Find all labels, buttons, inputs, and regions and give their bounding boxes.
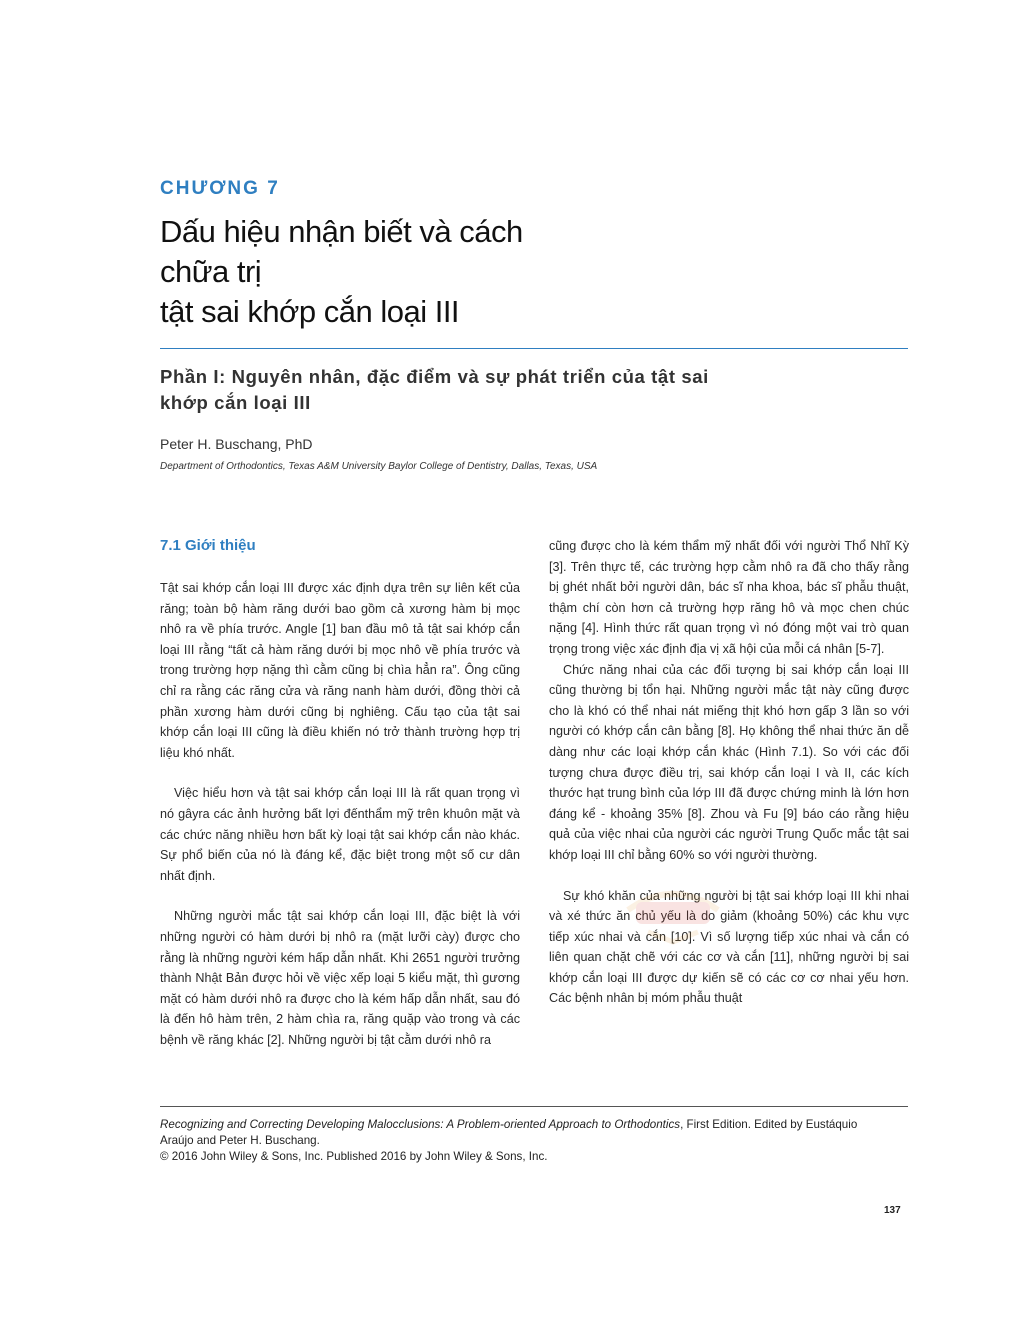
page-number: 137 xyxy=(884,1205,901,1216)
footer-divider xyxy=(160,1106,908,1107)
author-name: Peter H. Buschang, PhD xyxy=(160,436,313,452)
part-title-line: Phần I: Nguyên nhân, đặc điểm và sự phát triển của tật sai xyxy=(160,366,709,387)
publisher-watermark-icon xyxy=(608,858,738,948)
footer-book-title: Recognizing and Correcting Developing Malocclusions: A Problem-oriented Approach to Orthodontics xyxy=(160,1118,681,1131)
body-paragraph: Tật sai khớp cắn loại III được xác định dựa trên sự liên kết của răng; toàn bộ hàm răng dưới bao gồm cả xương hàm bị mọc nhô ra về phía trước. Angle [1] ban đầu mô tả tật sai khớp cắn loại III rằng “tất cả hàm răng dưới bị mọc nhô về phía trước và trong trường hợp nặng thì cằm cũng bị chìa hẳn ra”. Ông cũng chỉ ra rằng các răng cửa và răng nanh hàm dưới, đồng thời cả phần xương hàm dưới cũng bị nghiêng. Cấu tạo của tật sai khớp cắn loại III cũng là điều khiến nó trở thành trường hợp trị liệu khó nhất. xyxy=(160,581,520,760)
footer-citation xyxy=(160,1117,860,1165)
part-title xyxy=(160,364,860,416)
chapter-title-line: chữa trị xyxy=(160,254,262,289)
chapter-label: CHƯƠNG 7 xyxy=(160,178,280,199)
part-title-line: khớp cắn loại III xyxy=(160,392,311,413)
left-column xyxy=(160,536,520,1070)
footer-edition: , First Edition. Edited by Eustáquio Araújo and Peter H. Buschang. xyxy=(160,1118,858,1147)
footer-copyright: © 2016 John Wiley & Sons, Inc. Published 2016 by John Wiley & Sons, Inc. xyxy=(160,1150,548,1163)
body-paragraph: Những người mắc tật sai khớp cắn loại III, đặc biệt là với những người có hàm dưới bị nhô ra (mặt lưỡi cày) được cho rằng là những người kém hấp dẫn nhất. Khi 2651 người trưởng thành Nhật Bản được hỏi về việc xếp loại 5 kiểu mặt, thì gương mặt có hàm dưới nhô ra được cho là kém hấp dẫn nhất, sau đó là đến hô hàm trên, 2 hàm chìa ra, răng quặp vào trong và các bệnh về răng khác [2]. Những người bị tật cằm dưới nhô ra xyxy=(160,909,520,1047)
body-paragraph: Chức năng nhai của các đối tượng bị sai khớp cắn loại III cũng thường bị tổn hại. Những người mắc tật này cũng được cho là khó có thể nhai nát miếng thịt khó hơn gấp 3 lần so với người có khớp cắn cân bằng [8]. Họ không thể nhai thức ăn dễ dàng như các loại khớp cắn khác (Hình 7.1). So với các đối tượng chưa được điều trị, sai khớp cắn loại I và II, các kích thước hạt trung bình của lớp III đã được chứng minh là lớn hơn đáng kể - khoảng 35% [8]. Zhou và Fu [9] báo cáo rằng hiệu quả của việc nhai của người các người Trung Quốc mắc tật sai khớp loại III chỉ bằng 60% so với người thường. xyxy=(549,662,909,862)
body-paragraph: cũng được cho là kém thẩm mỹ nhất đối với người Thổ Nhĩ Kỳ [3]. Trên thực tế, các trường hợp cằm nhô ra đã cho thấy rằng bị ghét nhất bởi người dân, bác sĩ nha khoa, bác sĩ phẫu thuật, thậm chí còn hơn cả trường hợp răng hô và mọc chen chúc nặng [4]. Hình thức rất quan trọng vì nó đóng một vai trò quan trọng trong việc xác định địa vị xã hội của mỗi cá nhân [5-7]. xyxy=(549,539,909,656)
author-affiliation: Department of Orthodontics, Texas A&M University Baylor College of Dentistry, Dallas, Texas, USA xyxy=(160,461,598,472)
body-paragraph: Sự khó khăn của những người bị tật sai khớp loại III khi nhai và xé thức ăn chủ yếu là do giảm (khoảng 50%) các khu vực tiếp xúc nhai và cắn [10]. Vì số lượng tiếp xúc nhai và cắn có liên quan chặt chẽ với các cơ và cắn [11], những người bị sai khớp cắn loại III được dự kiến sẽ có các cơ cơ nhai yếu hơn. Các bệnh nhân bị móm phẫu thuật xyxy=(549,888,909,1006)
chapter-title xyxy=(160,212,680,332)
title-divider xyxy=(160,348,908,349)
body-paragraph: Việc hiểu hơn và tật sai khớp cắn loại III là rất quan trọng vì nó gâyra các ảnh hưởng bất lợi đếnthẩm mỹ trên khuôn mặt và các chức năng nhiều hơn bất kỳ loại tật sai khớp cắn nào khác. Sự phổ biến của nó là đáng kể, đặc biệt trong một số cư dân nhất định. xyxy=(160,786,520,883)
chapter-title-line: Dấu hiệu nhận biết và cách xyxy=(160,214,523,249)
chapter-title-line: tật sai khớp cắn loại III xyxy=(160,294,460,329)
section-heading: 7.1 Giới thiệu xyxy=(160,537,256,554)
